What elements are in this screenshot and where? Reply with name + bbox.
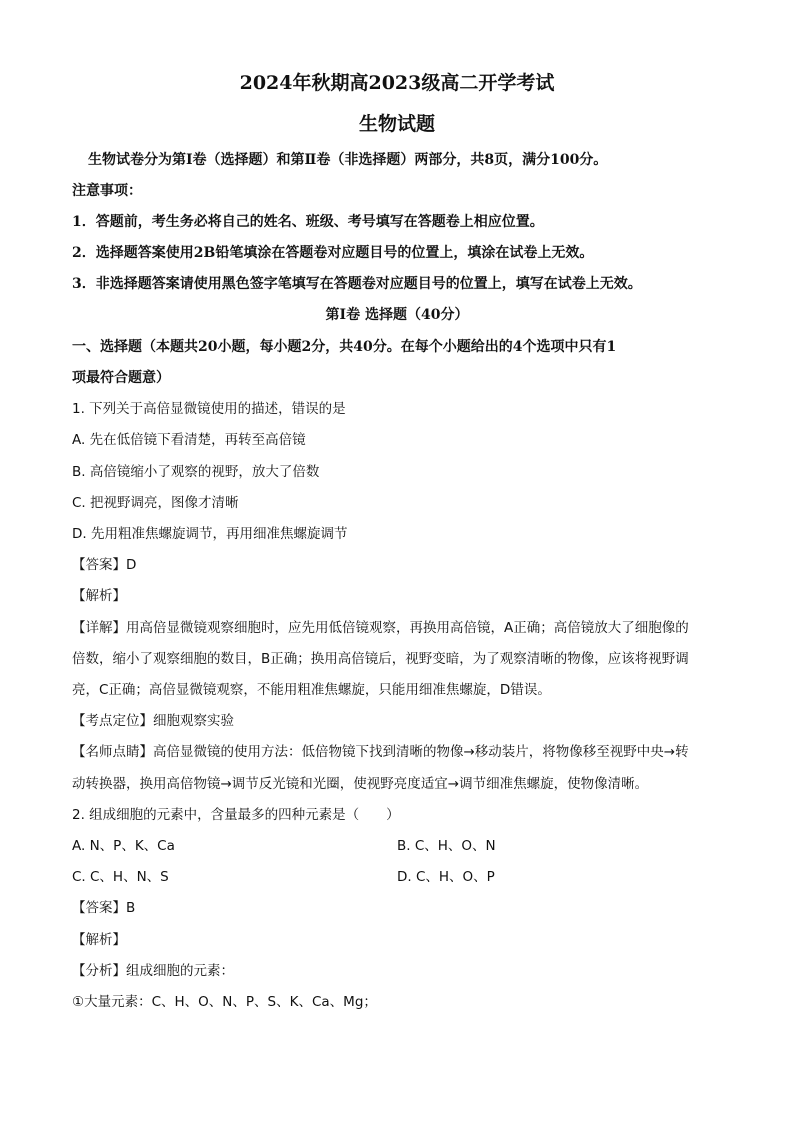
question-1-option-a: A. 先在低倍镜下看清楚，再转至高倍镜 — [72, 432, 306, 448]
notice-item: 2．选择题答案使用2B铅笔填涂在答题卷对应题目号的位置上，填涂在试卷上无效。 — [72, 245, 594, 261]
exam-title: 2024年秋期高2023级高二开学考试 — [239, 72, 555, 94]
section1-heading-cont: 项最符合题意） — [72, 370, 170, 386]
notice-item: 3．非选择题答案请使用黑色签字笔填写在答题卷对应题目号的位置上，填写在试卷上无效。 — [72, 276, 642, 292]
section1-heading: 一、选择题（本题共20小题，每小题2分，共40分。在每个小题给出的4个选项中只有1 — [72, 339, 617, 355]
question-1-tip-line: 【名师点睛】高倍显微镜的使用方法：低倍物镜下找到清晰的物像→移动装片，将物像移至视野中央→转 — [72, 744, 689, 760]
question-1-detail-line: 【详解】用高倍显微镜观察细胞时，应先用低倍镜观察，再换用高倍镜，A正确；高倍镜放大了细胞像的 — [72, 620, 689, 636]
question-1-answer: 【答案】D — [72, 557, 137, 573]
question-1-point: 【考点定位】细胞观察实验 — [72, 713, 234, 729]
notice-item: 1．答题前，考生务必将自己的姓名、班级、考号填写在答题卷上相应位置。 — [72, 214, 544, 230]
question-2-stem: 2. 组成细胞的元素中，含量最多的四种元素是（ ） — [72, 807, 400, 823]
question-1-analysis-label: 【解析】 — [72, 588, 126, 604]
question-1-stem: 1. 下列关于高倍显微镜使用的描述，错误的是 — [72, 401, 346, 417]
question-2-answer: 【答案】B — [72, 900, 136, 916]
question-1-option-c: C. 把视野调亮，图像才清晰 — [72, 495, 239, 511]
question-1-option-b: B. 高倍镜缩小了观察的视野，放大了倍数 — [72, 464, 320, 480]
question-1-detail-line: 亮，C正确；高倍显微镜观察，不能用粗准焦螺旋，只能用细准焦螺旋，D错误。 — [72, 682, 551, 698]
intro-text: 生物试卷分为第Ⅰ卷（选择题）和第Ⅱ卷（非选择题）两部分，共8页，满分100分。 — [88, 152, 608, 168]
subject-title: 生物试题 — [358, 113, 435, 135]
part1-title: 第Ⅰ卷 选择题（40分） — [325, 307, 469, 323]
question-1-detail-line: 倍数，缩小了观察细胞的数目，B正确；换用高倍镜后，视野变暗，为了观察清晰的物像，应该将视野调 — [72, 651, 689, 667]
question-2-analysis-line: 【分析】组成细胞的元素： — [72, 963, 234, 979]
question-1-option-d: D. 先用粗准焦螺旋调节，再用细准焦螺旋调节 — [72, 526, 348, 542]
question-2-macro-elements: ①大量元素：C、H、O、N、P、S、K、Ca、Mg； — [72, 994, 377, 1010]
question-2-option-a: A. N、P、K、Ca — [72, 838, 175, 854]
question-1-tip-line: 动转换器，换用高倍物镜→调节反光镜和光圈，使视野亮度适宜→调节细准焦螺旋，使物像清晰。 — [72, 776, 649, 792]
question-2-analysis-label: 【解析】 — [72, 932, 126, 948]
question-2-option-c: C. C、H、N、S — [72, 869, 169, 885]
notice-heading: 注意事项： — [72, 183, 142, 199]
question-2-option-d: D. C、H、O、P — [397, 869, 495, 885]
question-2-option-b: B. C、H、O、N — [397, 838, 496, 854]
